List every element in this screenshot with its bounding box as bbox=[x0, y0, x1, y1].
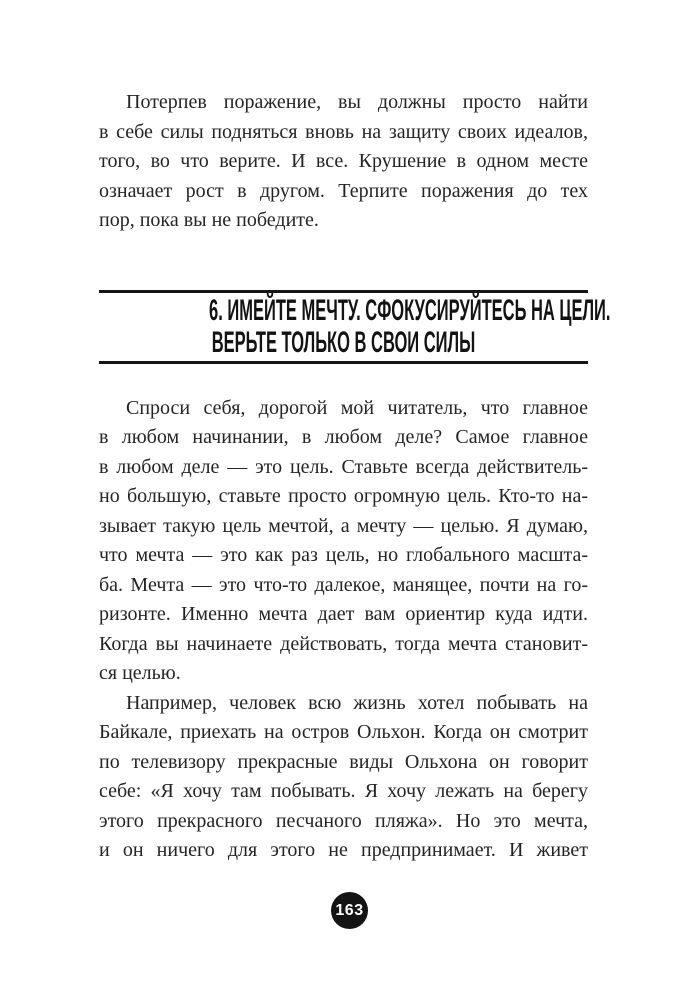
text-line: в себе силы подняться вновь на защиту своих идеалов, bbox=[99, 120, 588, 143]
text-line: что мечта — это как раз цель, но глобального масшта- bbox=[99, 544, 588, 566]
text-line: Например, человек всю жизнь хотел побывать на bbox=[126, 691, 588, 714]
text-line: означает рост в другом. Терпите поражения до тех bbox=[99, 179, 588, 202]
text-line: этого прекрасного песчаного пляжа». Но это мечта, bbox=[99, 809, 588, 832]
text-line: ба. Мечта — это что-то далекое, манящее, почти на го- bbox=[99, 573, 588, 596]
text-line: Байкале, приехать на остров Ольхон. Когда он смотрит bbox=[99, 721, 588, 743]
paragraph-1 bbox=[99, 88, 588, 236]
text-line: Когда вы начинаете действовать, тогда мечта становит- bbox=[99, 632, 588, 655]
text-line: Спроси себя, дорогой мой читатель, что главное bbox=[126, 396, 588, 419]
text-line: себе: «Я хочу там побывать. Я хочу лежать на берегу bbox=[99, 780, 588, 802]
text-line: в любом деле — это цель. Ставьте всегда действитель- bbox=[99, 455, 588, 478]
paragraph-3 bbox=[99, 689, 588, 866]
page-number: 163 bbox=[335, 901, 364, 919]
chapter-heading-line: ВЕРЬТЕ ТОЛЬКО В СВОИ СИЛЫ bbox=[211, 325, 476, 359]
text-line: по телевизору прекрасные виды Ольхона он говорит bbox=[99, 750, 588, 773]
chapter-heading-line: 6. ИМЕЙТЕ МЕЧТУ. СФОКУСИРУЙТЕСЬ НА ЦЕЛИ. bbox=[209, 293, 611, 327]
text-line: Потерпев поражение, вы должны просто найти bbox=[126, 91, 588, 113]
text-column bbox=[99, 88, 611, 866]
text-line: пор, пока вы не победите. bbox=[99, 209, 319, 231]
text-line: того, во что верите. И все. Крушение в одном месте bbox=[99, 150, 588, 172]
text-line: ризонте. Именно мечта дает вам ориентир куда идти. bbox=[99, 603, 588, 625]
text-line: и он ничего для этого не предпринимает. И живет bbox=[99, 839, 588, 861]
text-line: в любом начинании, в любом деле? Самое главное bbox=[99, 426, 588, 448]
paragraph-2 bbox=[99, 394, 588, 689]
text-line: зывает такую цель мечтой, а мечту — целью. Я думаю, bbox=[99, 514, 588, 537]
text-line: но большую, ставьте просто огромную цель. Кто-то на- bbox=[99, 485, 588, 507]
text-line: ся целью. bbox=[99, 662, 181, 684]
chapter-heading bbox=[99, 290, 611, 364]
page-number-badge bbox=[331, 892, 368, 929]
